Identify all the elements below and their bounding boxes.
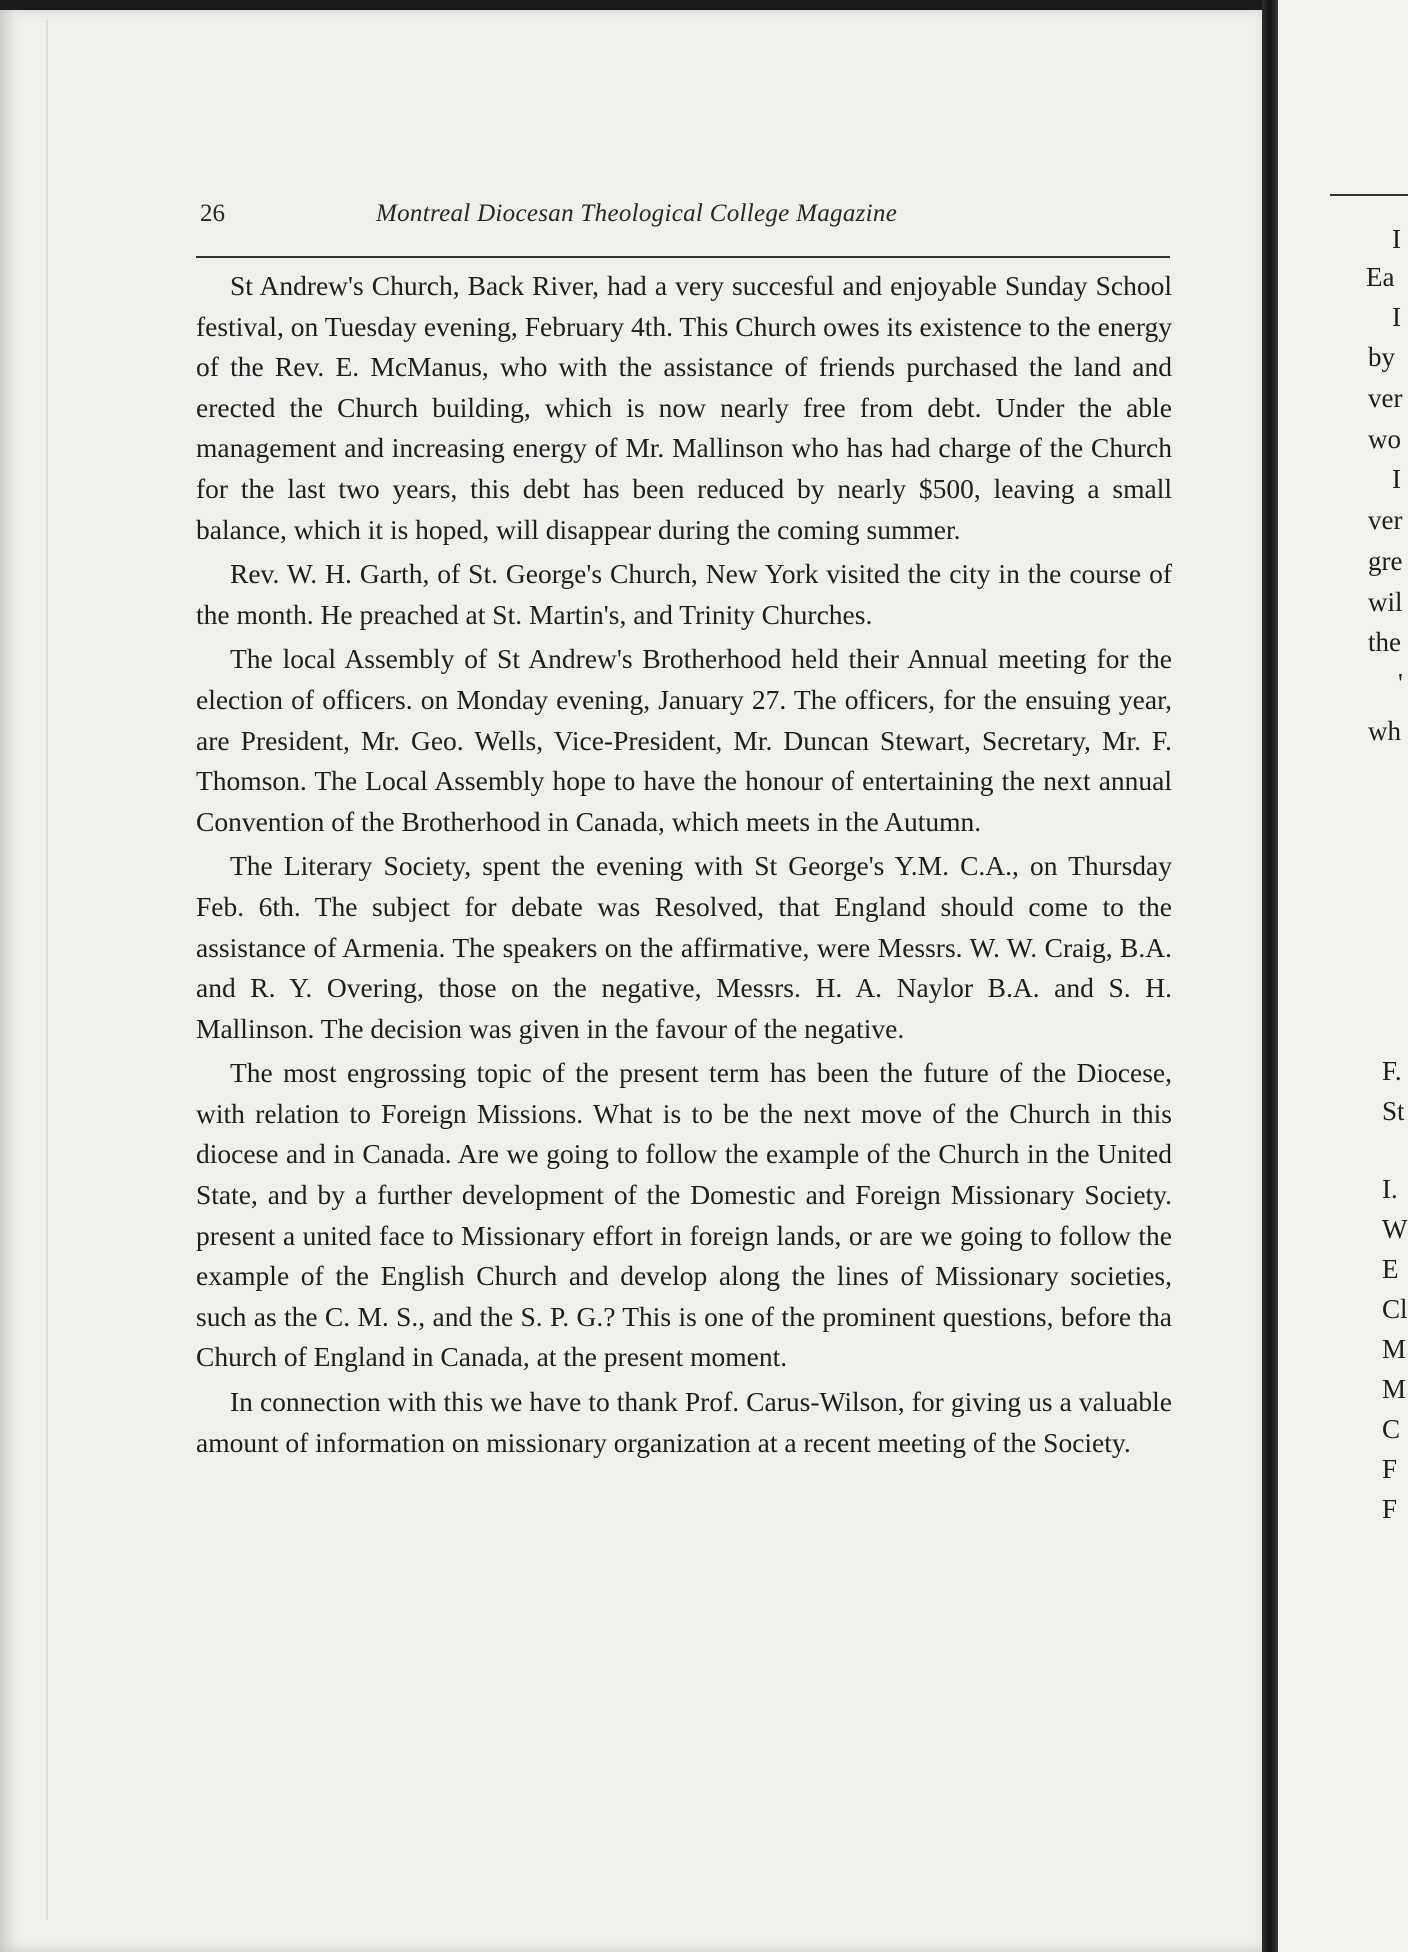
right-fragment: wil [1368, 587, 1403, 617]
paragraph-foreign-missions: The most engrossing topic of the present term has been the future of the Diocese, with relation to Foreign Missions. What is to be the next move of the Church in this diocese and in Canada. Are we going to follow the example of the Church in the United State, and by a further development of the Domestic and Foreign Missionary Society. present a united face to Missionary effort in foreign lands, or are we going to follow the example of the English Church and develop along the lines of Missionary societies, such as the C. M. S., and the S. P. G.? This is one of the prominent questions, before tha Church of England in Canada, at the present moment. [196, 1057, 1172, 1373]
right-fragment: I. [1382, 1174, 1398, 1204]
right-fragment: I [1392, 464, 1401, 494]
paragraph-literary-society: The Literary Society, spent the evening with St George's Y.M. C.A., on Thursday Feb. 6th. The subject for debate was Resolved, that England should come to the assistance of Armenia. The speakers on the affirmative, were Messrs. W. W. Craig, B.A. and R. Y. Overing, those on the negative, Messrs. H. A. Naylor B.A. and S. H. Mallinson. The decision was given in the favour of the negative. [196, 850, 1172, 1044]
paragraph-brotherhood: The local Assembly of St Andrew's Brotherhood held their Annual meeting for the election of officers. on Monday evening, January 27. The officers, for the ensuing year, are President, Mr. Geo. Wells, Vice-President, Mr. Duncan Stewart, Secretary, Mr. F. Thomson. The Local Assembly hope to have the honour of entertaining the next annual Convention of the Brotherhood in Canada, which meets in the Autumn. [196, 643, 1172, 837]
right-fragment: F. [1382, 1056, 1402, 1086]
right-fragment: M [1382, 1334, 1407, 1364]
right-fragment: St [1382, 1096, 1405, 1126]
right-fragment: gre [1368, 546, 1403, 576]
right-fragment: I [1392, 302, 1401, 332]
right-fragment: M [1382, 1374, 1407, 1404]
right-fragment: C [1382, 1414, 1401, 1444]
right-fragment: the [1368, 627, 1401, 657]
right-fragment: wo [1368, 424, 1401, 454]
right-fragment: F [1382, 1494, 1398, 1524]
right-fragment: Cl [1382, 1294, 1408, 1324]
right-page-header-rule [1330, 194, 1408, 196]
right-fragment: ver [1368, 505, 1403, 535]
right-fragment: E [1382, 1254, 1399, 1284]
paragraph-back-river: St Andrew's Church, Back River, had a very succesful and enjoyable Sunday School festival, on Tuesday evening, February 4th. This Church owes its existence to the energy of the Rev. E. McManus, who with the assistance of friends purchased the land and erected the Church building, which is now nearly free from debt. Under the able management and increasing energy of Mr. Mallinson who has had charge of the Church for the last two years, this debt has been reduced by nearly $500, leaving a small balance, which it is hoped, will disappear during the coming summer. [196, 270, 1172, 545]
right-fragment: by [1368, 342, 1395, 372]
top-scan-edge [0, 0, 1262, 10]
right-fragment: F [1382, 1454, 1398, 1484]
right-fragment: Ea [1366, 262, 1395, 292]
right-fragment: wh [1368, 716, 1401, 746]
right-fragment: W [1382, 1214, 1408, 1244]
right-fragment: ' [1398, 668, 1403, 698]
paragraph-carus-wilson: In connection with this we have to thank Prof. Carus-Wilson, for giving us a valuable amount of information on missionary organization at a recent meeting of the Society. [196, 1386, 1172, 1458]
page-number: 26 [200, 200, 225, 227]
right-fragment: ver [1368, 383, 1403, 413]
running-head [200, 196, 1168, 240]
paragraph-garth-visit: Rev. W. H. Garth, of St. George's Church, New York visited the city in the course of the month. He preached at St. Martin's, and Trinity Churches. [196, 558, 1172, 630]
book-gutter [1262, 0, 1278, 1952]
article-body [196, 266, 1172, 1467]
page-fold-shadow [46, 20, 48, 1920]
right-fragment: I [1392, 224, 1401, 254]
journal-title: Montreal Diocesan Theological College Magazine [376, 200, 898, 227]
header-rule [196, 256, 1170, 258]
